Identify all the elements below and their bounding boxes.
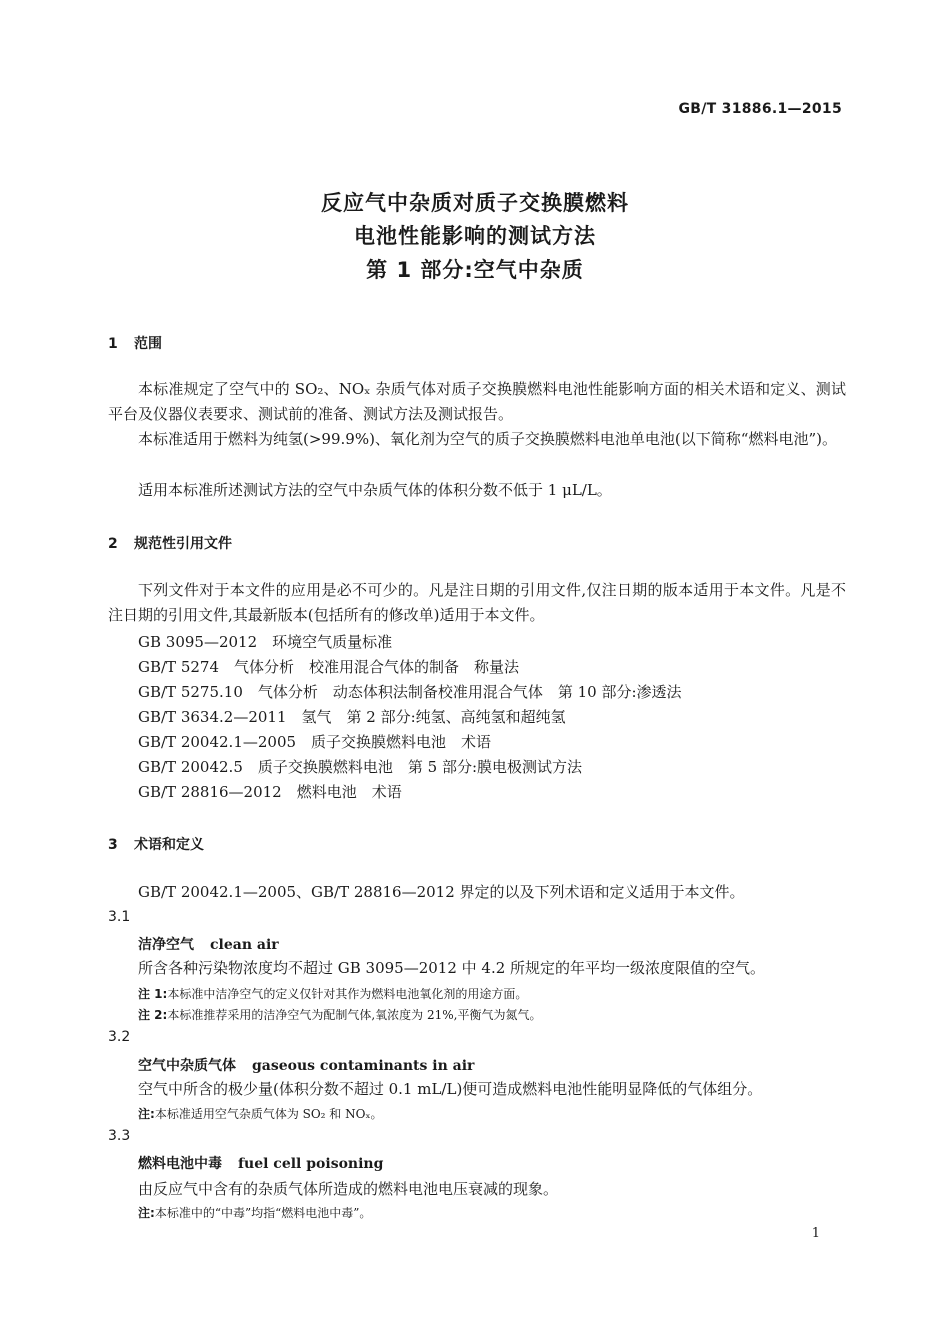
term-en: clean air xyxy=(210,937,279,953)
term-definition: 所含各种污染物浓度均不超过 GB 3095—2012 中 4.2 所规定的年平均一级浓度限值的空气。 xyxy=(138,959,766,977)
section-title: 术语和定义 xyxy=(134,837,204,853)
term-note xyxy=(138,1006,541,1023)
standard-code: GB/T 31886.1—2015 xyxy=(678,101,842,117)
note-label: 注: xyxy=(138,1206,155,1220)
references-intro-paragraph: 下列文件对于本文件的应用是必不可少的。凡是注日期的引用文件,仅注日期的版本适用于本文件。凡是不注日期的引用文件,其最新版本(包括所有的修改单)适用于本文件。 xyxy=(108,581,846,624)
term-zh: 洁净空气 xyxy=(138,937,194,953)
page-number: 1 xyxy=(811,1226,820,1241)
document-title-line-1: 反应气中杂质对质子交换膜燃料 xyxy=(321,191,629,215)
note-text: 本标准适用空气杂质气体为 SO₂ 和 NOₓ。 xyxy=(154,1107,383,1121)
section-2-heading xyxy=(108,533,232,553)
term-en: fuel cell poisoning xyxy=(238,1156,384,1172)
term-definition: 空气中所含的极少量(体积分数不超过 0.1 mL/L)便可造成燃料电池性能明显降低的气体组分。 xyxy=(138,1080,763,1098)
terms-intro: GB/T 20042.1—2005、GB/T 28816—2012 界定的以及下列术语和定义适用于本文件。 xyxy=(138,883,745,901)
scope-paragraph-3: 适用本标准所述测试方法的空气中杂质气体的体积分数不低于 1 μL/L。 xyxy=(138,481,612,499)
note-label: 注 1: xyxy=(138,987,168,1001)
term-note xyxy=(138,985,527,1002)
section-number: 1 xyxy=(108,336,118,352)
term-heading xyxy=(138,1055,474,1075)
reference-item: GB/T 20042.5 质子交换膜燃料电池 第 5 部分:膜电极测试方法 xyxy=(138,758,582,776)
note-text: 本标准推荐采用的洁净空气为配制气体,氧浓度为 21%,平衡气为氮气。 xyxy=(167,1008,542,1022)
term-note xyxy=(138,1105,383,1122)
scope-paragraph-1: 本标准规定了空气中的 SO₂、NOₓ 杂质气体对质子交换膜燃料电池性能影响方面的相关术语和定义、测试平台及仪器仪表要求、测试前的准备、测试方法及测试报告。 xyxy=(108,380,846,423)
note-label: 注 2: xyxy=(138,1008,168,1022)
reference-item: GB/T 5275.10 气体分析 动态体积法制备校准用混合气体 第 10 部分:渗透法 xyxy=(138,683,682,701)
term-heading xyxy=(138,1153,383,1173)
term-zh: 空气中杂质气体 xyxy=(138,1058,236,1074)
term-number: 3.3 xyxy=(108,1128,131,1144)
note-text: 本标准中的“中毒”均指“燃料电池中毒”。 xyxy=(154,1206,372,1220)
scope-paragraph-2: 本标准适用于燃料为纯氢(>99.9%)、氧化剂为空气的质子交换膜燃料电池单电池(以下简称“燃料电池”)。 xyxy=(138,430,837,448)
term-number: 3.1 xyxy=(108,909,131,925)
section-title: 范围 xyxy=(134,336,162,352)
reference-item: GB/T 3634.2—2011 氢气 第 2 部分:纯氢、高纯氢和超纯氢 xyxy=(138,708,566,726)
reference-item: GB/T 5274 气体分析 校准用混合气体的制备 称量法 xyxy=(138,658,520,676)
term-zh: 燃料电池中毒 xyxy=(138,1156,222,1172)
note-label: 注: xyxy=(138,1107,155,1121)
section-number: 3 xyxy=(108,837,118,853)
reference-item: GB/T 28816—2012 燃料电池 术语 xyxy=(138,783,402,801)
reference-item: GB/T 20042.1—2005 质子交换膜燃料电池 术语 xyxy=(138,733,492,751)
section-title: 规范性引用文件 xyxy=(134,536,232,552)
document-title-line-3: 第 1 部分:空气中杂质 xyxy=(366,258,584,282)
reference-item: GB 3095—2012 环境空气质量标准 xyxy=(138,633,393,651)
term-heading xyxy=(138,934,279,954)
term-note xyxy=(138,1204,371,1221)
section-number: 2 xyxy=(108,536,118,552)
note-text: 本标准中洁净空气的定义仅针对其作为燃料电池氧化剂的用途方面。 xyxy=(167,987,528,1001)
term-en: gaseous contaminants in air xyxy=(252,1058,475,1074)
document-title-line-2: 电池性能影响的测试方法 xyxy=(354,224,596,248)
term-number: 3.2 xyxy=(108,1029,131,1045)
section-3-heading xyxy=(108,834,204,854)
section-1-heading xyxy=(108,333,162,353)
term-definition: 由反应气中含有的杂质气体所造成的燃料电池电压衰减的现象。 xyxy=(138,1180,559,1198)
